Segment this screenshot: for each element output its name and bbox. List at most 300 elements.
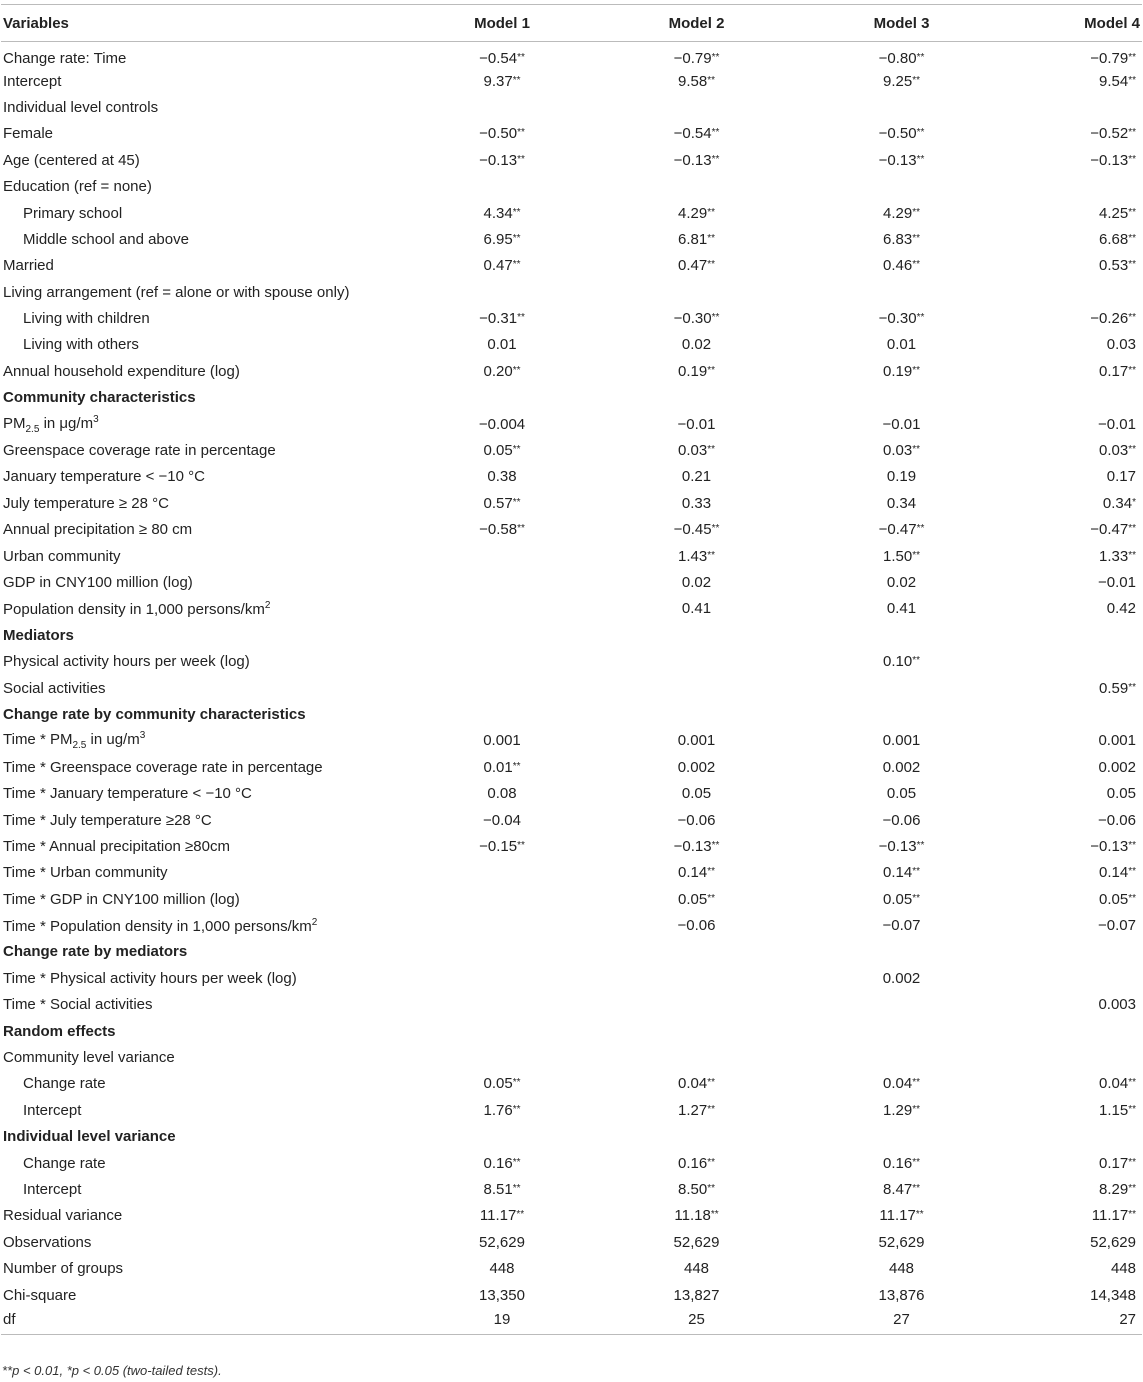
table-row (1, 675, 1142, 701)
table-row (1, 385, 1142, 411)
model-1-value: 448 (489, 1260, 515, 1278)
model-2-value (593, 173, 800, 199)
model-3-value: 0.002 (882, 969, 921, 987)
model-2-value: −0.13** (673, 151, 720, 169)
model-3-value: 0.05 (886, 785, 917, 803)
model-2-value: 1.43** (678, 547, 715, 565)
significance-stars: ** (912, 74, 920, 86)
model-1-value: 4.34** (483, 204, 521, 222)
model-4-value: 0.03 (1106, 336, 1136, 354)
model-3-value: 0.41 (886, 600, 917, 618)
significance-stars: ** (512, 496, 521, 508)
significance-stars: ** (517, 523, 525, 535)
model-1-value: 52,629 (479, 1233, 525, 1251)
significance-stars: ** (512, 1103, 521, 1115)
label-text: Mediators (3, 626, 74, 644)
model-3-value: 0.19** (883, 362, 920, 380)
variable-label (1, 860, 411, 886)
variable-label (1, 226, 411, 252)
variable-label (1, 1255, 411, 1281)
variable-label (1, 1282, 411, 1308)
model-1-value: 0.001 (483, 732, 521, 750)
model-4-value (1003, 1124, 1142, 1150)
table-row (1, 939, 1142, 965)
table-row (1, 437, 1142, 463)
model-2-value: 9.58** (678, 72, 715, 90)
significance-stars: ** (1128, 364, 1136, 376)
label-text: Community level variance (3, 1049, 175, 1067)
model-3-value: 9.25** (883, 72, 920, 90)
significance-stars: ** (1128, 52, 1136, 64)
table-row (1, 1203, 1142, 1229)
model-4-value (1003, 701, 1142, 727)
label-text: Living with others (23, 336, 139, 354)
table-row (1, 833, 1142, 859)
table-row (1, 1097, 1142, 1123)
significance-stars: ** (1128, 444, 1136, 456)
model-4-value: −0.26** (1090, 310, 1136, 328)
model-1-value (411, 385, 593, 411)
table-row (1, 754, 1142, 780)
table-row (1, 411, 1142, 437)
table-row (1, 886, 1142, 912)
model-4-value (1003, 1044, 1142, 1070)
significance-stars: ** (711, 312, 720, 324)
model-4-value: 0.002 (1098, 758, 1136, 776)
variable-label (1, 411, 411, 437)
table-row (1, 648, 1142, 674)
variable-label (1, 94, 411, 120)
significance-stars: ** (516, 1209, 525, 1221)
label-text: Social activities (3, 679, 106, 697)
section-label (1, 701, 411, 727)
label-text: Time * July temperature ≥28 °C (3, 811, 212, 829)
model-4-value: 1.15** (1099, 1101, 1136, 1119)
model-1-value: −0.004 (478, 415, 526, 433)
significance-stars: ** (1128, 839, 1136, 851)
table-row (1, 1150, 1142, 1176)
label-text: Married (3, 257, 54, 275)
label-superscript: 3 (139, 730, 146, 742)
model-2-value: 8.50** (678, 1180, 715, 1198)
variable-label (1, 1308, 411, 1334)
model-1-value: 0.01** (483, 758, 521, 776)
model-1-value: 0.05** (483, 442, 521, 460)
label-text: Female (3, 125, 54, 143)
variable-label (1, 279, 411, 305)
model-3-value: 0.46** (883, 257, 920, 275)
model-2-value (593, 701, 800, 727)
variable-label (1, 596, 411, 622)
model-2-value: −0.01 (677, 415, 716, 433)
significance-stars: ** (1128, 892, 1136, 904)
footnote: **p < 0.01, *p < 0.05 (two-tailed tests). (2, 1363, 222, 1378)
model-2-value: −0.06 (677, 811, 716, 829)
variable-label (1, 648, 411, 674)
model-2-value (593, 94, 800, 120)
model-4-value: −0.01 (1098, 574, 1136, 591)
significance-stars: ** (912, 364, 920, 376)
model-2-value (593, 1018, 800, 1044)
model-2-value: 25 (593, 1308, 800, 1334)
variable-label (1, 517, 411, 543)
model-4-value: 0.42 (1106, 600, 1136, 618)
variable-label (1, 147, 411, 173)
model-3-value: 0.01 (886, 336, 917, 354)
label-text: Change rate by community characteristics (3, 705, 306, 723)
label-text: Change rate by mediators (3, 943, 188, 961)
label-text: Number of groups (3, 1260, 124, 1278)
table-row (1, 200, 1142, 226)
significance-stars: ** (707, 444, 715, 456)
model-2-value: −0.79** (673, 50, 720, 68)
section-label (1, 939, 411, 965)
model-1-value (411, 569, 593, 595)
model-2-value: 0.19** (678, 362, 715, 380)
model-3-value: −0.80** (878, 50, 925, 68)
model-3-value (800, 173, 1003, 199)
model-3-value (800, 385, 1003, 411)
model-1-value: 9.37** (483, 72, 521, 90)
label-text: Greenspace coverage rate in percentage (3, 442, 276, 460)
model-3-value: 0.04** (883, 1075, 920, 1093)
model-4-value: 0.17** (1099, 362, 1136, 380)
model-2-value (593, 965, 800, 991)
significance-stars: ** (916, 312, 925, 324)
model-2-value (593, 939, 800, 965)
label-subscript: 2.5 (72, 740, 87, 752)
model-3-value (800, 94, 1003, 120)
variable-label (1, 675, 411, 701)
model-4-value: −0.13** (1090, 151, 1136, 169)
model-3-value: 0.10** (883, 653, 920, 671)
significance-stars: ** (711, 839, 720, 851)
table-row (1, 517, 1142, 543)
label-text: Time * Physical activity hours per week (log) (3, 969, 297, 987)
model-1-value: 0.08 (487, 785, 517, 803)
model-1-value: 0.16** (483, 1154, 521, 1172)
model-1-value (411, 622, 593, 648)
significance-stars: ** (707, 549, 715, 561)
label-text: Individual level controls (3, 98, 159, 116)
model-4-value (1003, 94, 1142, 120)
significance-stars: ** (707, 1103, 715, 1115)
table-row (1, 1124, 1142, 1150)
model-1-value: 1.76** (483, 1101, 521, 1119)
model-1-value: 0.05** (483, 1075, 521, 1093)
label-superscript: 3 (93, 413, 99, 425)
significance-stars: ** (512, 1182, 521, 1194)
variable-label (1, 68, 411, 94)
label-text: Intercept (23, 1180, 82, 1198)
model-4-value: 6.68** (1099, 230, 1136, 248)
model-1-value: 11.17** (479, 1207, 525, 1225)
model-2-value: 0.14** (678, 864, 715, 882)
variable-label (1, 1229, 411, 1255)
significance-stars: ** (707, 232, 715, 244)
model-1-value: −0.58** (479, 521, 525, 539)
model-2-value: 0.02 (681, 574, 712, 591)
significance-stars: ** (512, 232, 521, 244)
model-2-value: 1.27** (678, 1101, 715, 1119)
variable-label (1, 173, 411, 199)
label-text: Urban community (3, 547, 121, 565)
significance-stars: ** (1128, 74, 1136, 86)
significance-stars: ** (707, 364, 715, 376)
label-text: Living with children (23, 310, 150, 328)
significance-stars: ** (517, 839, 525, 851)
significance-stars: ** (912, 655, 920, 667)
significance-stars: ** (1128, 549, 1136, 561)
model-4-value: −0.52** (1090, 125, 1136, 143)
label-text: Time * GDP in CNY100 million (log) (3, 890, 240, 908)
model-3-value: −0.13** (878, 837, 925, 855)
model-2-value: 0.21 (681, 468, 712, 486)
variable-label (1, 965, 411, 991)
model-1-value: −0.54** (479, 50, 525, 68)
label-tail: in μg/m (39, 414, 94, 432)
model-2-value: 0.05** (678, 890, 715, 908)
significance-stars: ** (707, 866, 715, 878)
significance-stars: ** (707, 1156, 715, 1168)
model-2-value: −0.30** (673, 310, 720, 328)
model-4-value: 0.14** (1099, 864, 1136, 882)
significance-stars: * (1132, 496, 1136, 508)
header-model-1: Model 1 (411, 5, 593, 42)
model-2-value: 4.29** (678, 204, 715, 222)
model-3-value (800, 1124, 1003, 1150)
variable-label (1, 754, 411, 780)
significance-stars: ** (1128, 1103, 1136, 1115)
table-row (1, 543, 1142, 569)
model-3-value: 0.001 (882, 732, 921, 750)
variable-label (1, 464, 411, 490)
label-text: Education (ref = none) (3, 178, 152, 196)
model-4-value: −0.07 (1098, 917, 1136, 935)
variable-label (1, 1071, 411, 1097)
model-3-value: 8.47** (883, 1180, 920, 1198)
label-subscript: 2.5 (25, 423, 40, 435)
table-body (1, 42, 1142, 1335)
significance-stars: ** (1128, 206, 1136, 218)
model-1-value: 6.95** (483, 230, 521, 248)
table-row (1, 965, 1142, 991)
table-row (1, 1071, 1142, 1097)
variable-label (1, 253, 411, 279)
model-2-value: 0.03** (678, 442, 715, 460)
significance-stars: ** (707, 74, 715, 86)
model-2-value (593, 1044, 800, 1070)
significance-stars: ** (711, 52, 720, 64)
model-4-value (1003, 939, 1142, 965)
significance-stars: ** (512, 259, 521, 271)
model-4-value: 0.05** (1099, 890, 1136, 908)
model-3-value (800, 279, 1003, 305)
significance-stars: ** (512, 760, 521, 772)
model-4-value (1003, 622, 1142, 648)
model-3-value: −0.13** (878, 151, 925, 169)
table-row (1, 305, 1142, 331)
variable-label (1, 780, 411, 806)
section-label (1, 1018, 411, 1044)
table-row (1, 94, 1142, 120)
model-4-value: 0.04** (1099, 1075, 1136, 1093)
variable-label (1, 1097, 411, 1123)
label-text: Population density in 1,000 persons/km (3, 600, 265, 618)
model-3-value: 4.29** (883, 204, 920, 222)
model-4-value (1003, 385, 1142, 411)
model-1-value: 0.01 (487, 336, 517, 354)
model-2-value: 0.02 (681, 336, 712, 354)
model-1-value: −0.15** (479, 837, 525, 855)
label-text: Residual variance (3, 1207, 123, 1225)
significance-stars: ** (912, 1182, 920, 1194)
model-3-value: 13,876 (878, 1286, 925, 1304)
model-2-value: 0.05 (681, 785, 712, 803)
significance-stars: ** (512, 206, 521, 218)
significance-stars: ** (912, 259, 920, 271)
model-4-value: 14,348 (1090, 1286, 1136, 1304)
table-row (1, 860, 1142, 886)
variable-label (1, 332, 411, 358)
model-1-value: 13,350 (479, 1286, 525, 1304)
model-4-value: 27 (1003, 1308, 1142, 1334)
significance-stars: ** (1128, 232, 1136, 244)
significance-stars: ** (711, 127, 720, 139)
model-1-value (411, 1044, 593, 1070)
model-3-value: 11.17** (879, 1207, 924, 1225)
model-2-value (593, 1124, 800, 1150)
variable-label (1, 992, 411, 1018)
variable-label (1, 569, 411, 595)
variable-label (1, 437, 411, 463)
model-4-value: 0.17 (1106, 468, 1136, 486)
model-1-value (411, 94, 593, 120)
label-text: Living arrangement (ref = alone or with spouse only) (3, 283, 350, 301)
model-3-value (800, 992, 1003, 1018)
table-row (1, 780, 1142, 806)
model-2-value: 448 (683, 1260, 710, 1278)
significance-stars: ** (912, 1077, 920, 1089)
model-3-value: −0.07 (882, 917, 921, 935)
significance-stars: ** (512, 1156, 521, 1168)
significance-stars: ** (1128, 153, 1136, 165)
model-1-value (411, 992, 593, 1018)
model-4-value (1003, 648, 1142, 674)
table-row (1, 226, 1142, 252)
model-2-value: 0.16** (678, 1154, 715, 1172)
model-3-value: 0.05** (883, 890, 920, 908)
variable-label (1, 543, 411, 569)
model-3-value: 27 (800, 1308, 1003, 1334)
significance-stars: ** (1128, 523, 1136, 535)
model-4-value: 52,629 (1090, 1233, 1136, 1251)
table-row (1, 279, 1142, 305)
label-text: df (3, 1310, 16, 1328)
model-2-value: 6.81** (678, 230, 715, 248)
model-3-value: 0.002 (882, 758, 921, 776)
model-2-value: 13,827 (673, 1286, 720, 1304)
model-4-value: 0.59** (1099, 679, 1136, 697)
table-row (1, 912, 1142, 938)
significance-stars: ** (512, 364, 521, 376)
header-model-3: Model 3 (800, 5, 1003, 42)
model-3-value: 1.29** (883, 1101, 920, 1119)
variable-label (1, 1203, 411, 1229)
model-1-value (411, 173, 593, 199)
model-3-value: −0.01 (882, 415, 921, 433)
header-model-2: Model 2 (593, 5, 800, 42)
model-3-value (800, 675, 1003, 701)
significance-stars: ** (912, 1103, 920, 1115)
model-4-value: 9.54** (1099, 72, 1136, 90)
model-2-value: 52,629 (673, 1233, 720, 1251)
model-1-value: 8.51** (483, 1180, 521, 1198)
significance-stars: ** (912, 1156, 920, 1168)
significance-stars: ** (1128, 259, 1136, 271)
model-1-value (411, 596, 593, 622)
model-1-value (411, 1124, 593, 1150)
significance-stars: ** (707, 892, 715, 904)
model-2-value (593, 279, 800, 305)
model-1-value (411, 860, 593, 886)
model-1-value (411, 648, 593, 674)
model-4-value (1003, 173, 1142, 199)
header-row (1, 5, 1142, 42)
significance-stars: ** (707, 1077, 715, 1089)
label-text: January temperature < −10 °C (3, 468, 205, 486)
variable-label (1, 1044, 411, 1070)
significance-stars: ** (512, 1077, 521, 1089)
model-3-value (800, 1018, 1003, 1044)
table-row (1, 596, 1142, 622)
significance-stars: ** (1128, 1156, 1136, 1168)
header-model-4: Model 4 (1003, 5, 1142, 42)
model-1-value (411, 675, 593, 701)
table-row (1, 807, 1142, 833)
table-row (1, 464, 1142, 490)
label-text: Time * Urban community (3, 864, 168, 882)
table-row (1, 42, 1142, 68)
table-row (1, 622, 1142, 648)
significance-stars: ** (912, 444, 920, 456)
header-variables: Variables (1, 5, 411, 42)
model-2-value: 0.47** (678, 257, 715, 275)
model-3-value (800, 622, 1003, 648)
model-4-value (1003, 965, 1142, 991)
significance-stars: ** (711, 523, 720, 535)
significance-stars: ** (912, 866, 920, 878)
label-text: Time * Greenspace coverage rate in percentage (3, 758, 323, 776)
significance-stars: ** (912, 206, 920, 218)
label-text: Change rate (23, 1075, 106, 1093)
label-text: Observations (3, 1233, 92, 1251)
variable-label (1, 121, 411, 147)
label-text: Intercept (23, 1101, 82, 1119)
model-1-value: 0.57** (483, 494, 521, 512)
variable-label (1, 200, 411, 226)
model-4-value: −0.47** (1090, 521, 1136, 539)
model-2-value: 0.002 (677, 758, 716, 776)
model-3-value: 0.16** (883, 1154, 920, 1172)
table-row (1, 147, 1142, 173)
significance-stars: ** (707, 206, 715, 218)
table-row (1, 1044, 1142, 1070)
model-4-value: 4.25** (1099, 204, 1136, 222)
model-3-value: 0.03** (883, 442, 920, 460)
model-2-value: 0.04** (678, 1075, 715, 1093)
table-row (1, 728, 1142, 754)
